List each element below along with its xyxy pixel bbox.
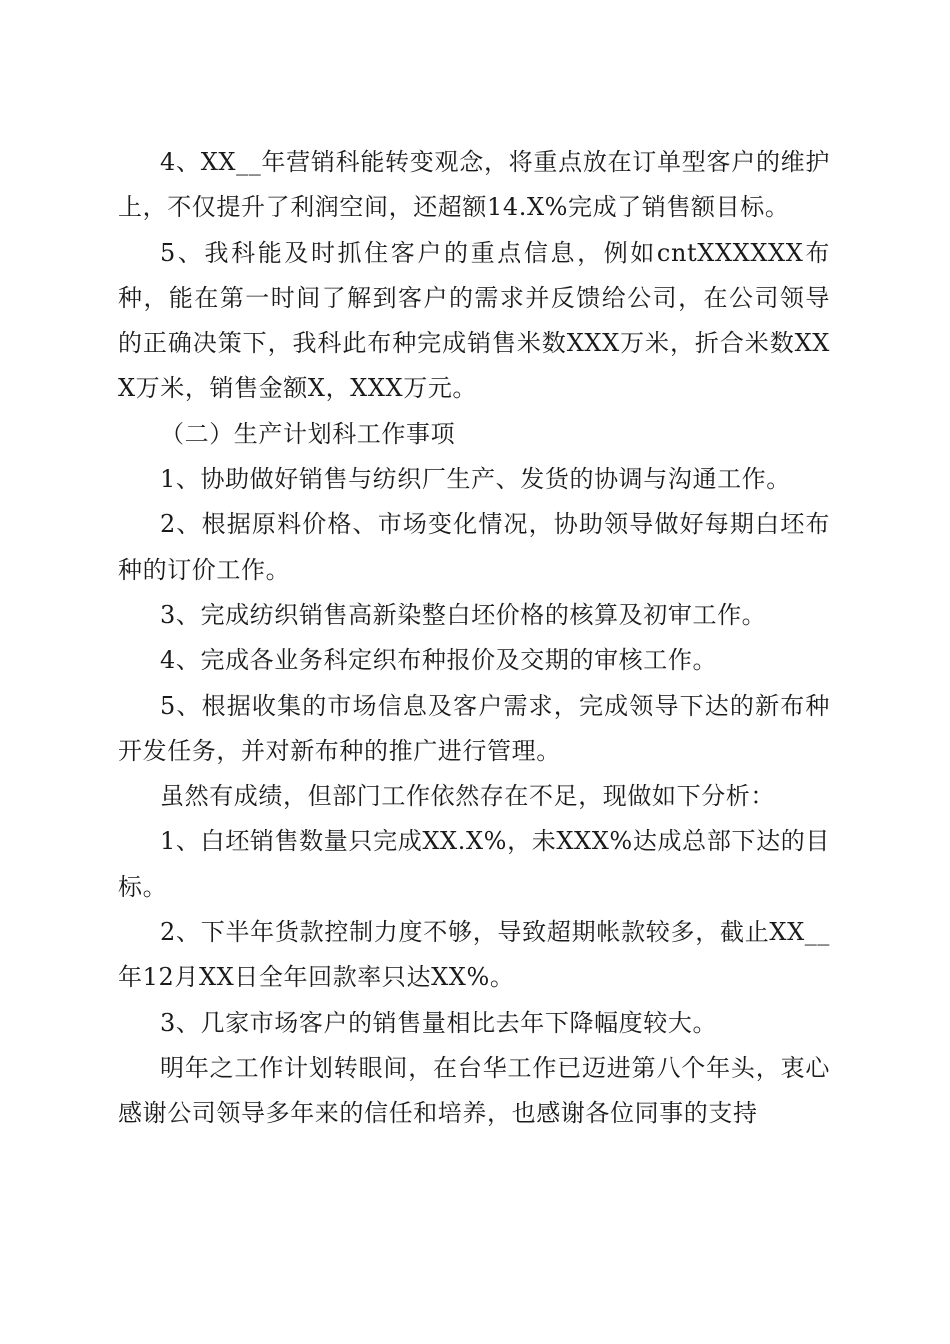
paragraph-shortcoming-2: 2、下半年货款控制力度不够，导致超期帐款较多，截止XX__年12月XX日全年回款率只达XX%。 <box>118 918 830 992</box>
paragraph-planning-item-3: 3、完成纺织销售高新染整白坯价格的核算及初审工作。 <box>160 600 767 629</box>
paragraph-sales-item-4: 4、XX__年营销科能转变观念，将重点放在订单型客户的维护上，不仅提升了利润空间，还超额14.X%完成了销售额目标。 <box>118 148 830 222</box>
paragraph-planning-item-4: 4、完成各业务科定织布种报价及交期的审核工作。 <box>160 646 718 675</box>
paragraph-planning-item-5: 5、根据收集的市场信息及客户需求，完成领导下达的新布种开发任务，并对新布种的推广进行管理。 <box>118 691 830 765</box>
document-body <box>118 140 830 1137</box>
paragraph-shortcoming-1: 1、白坯销售数量只完成XX.X%，未XXX%达成总部下达的目标。 <box>118 827 830 901</box>
paragraph-planning-item-2: 2、根据原料价格、市场变化情况，协助领导做好每期白坯布种的订价工作。 <box>118 510 830 584</box>
paragraph-sales-item-5: 5、我科能及时抓住客户的重点信息，例如cntXXXXXX布种，能在第一时间了解到客户的需求并反馈给公司，在公司领导的正确决策下，我科此布种完成销售米数XXX万米，折合米数XXX万米，销售金额X，XXX万元。 <box>118 238 830 403</box>
paragraph-shortcomings-intro: 虽然有成绩，但部门工作依然存在不足，现做如下分析： <box>160 782 775 811</box>
paragraph-next-year-plan: 明年之工作计划转眼间，在台华工作已迈进第八个年头，衷心感谢公司领导多年来的信任和培养，也感谢各位同事的支持 <box>118 1053 830 1128</box>
paragraph-shortcoming-3: 3、几家市场客户的销售量相比去年下降幅度较大。 <box>160 1008 718 1037</box>
section-heading-production-planning: （二）生产计划科工作事项 <box>160 419 456 448</box>
paragraph-planning-item-1: 1、协助做好销售与纺织厂生产、发货的协调与沟通工作。 <box>160 465 791 494</box>
